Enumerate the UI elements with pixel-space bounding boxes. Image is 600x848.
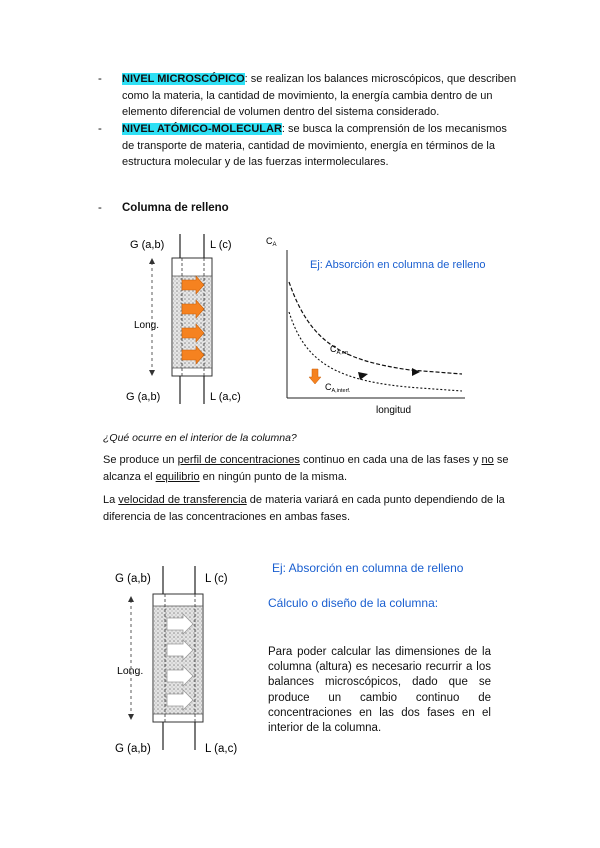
figure-2 — [105, 556, 265, 766]
ca-interf-label: $C_{A,interf.}$ — [325, 382, 351, 394]
section-dash: - — [98, 202, 102, 214]
highlight-label: NIVEL MICROSCÓPICO — [122, 73, 245, 85]
figure2-body: Para poder calcular las dimensiones de la columna (altura) es necesario recurrir a los balances microscópicos, dado que se produce un cambio continuo de concentraciones en las dos fases en el interior de la columna. — [268, 646, 491, 735]
figure2-title: Ej: Absorción en columna de relleno — [272, 561, 464, 575]
bullet-text: : se realizan los balances microscópicos, que describen como la materia, la cantidad de movimiento, la energía cambia dentro de un elemento diferencial de volumen dentro del sistema considerado. — [122, 73, 517, 118]
liquid-inlet-label: L (c) — [210, 239, 232, 251]
bullet-atomico — [122, 121, 522, 171]
paragraph-perfil: Se produce un perfil de concentraciones continuo en cada una de las fases y no se alcanza el equilibrio en ningún punto de la misma. — [103, 454, 509, 483]
figure-1 — [120, 222, 520, 422]
bullet-dash: - — [98, 123, 102, 135]
bullet-dash: - — [98, 73, 102, 85]
gas-inlet-label: G (a,b) — [126, 391, 161, 403]
bullet-text: : se busca la comprensión de los mecanismos de transporte de materia, cantidad de movimiento, energía en términos de la estructura molecular y de las fuerzas intermoleculares. — [122, 123, 507, 168]
paragraph-velocidad: La velocidad de transferencia de materia variará en cada punto dependiendo de la diferencia de las concentraciones en ambas fases. — [103, 494, 505, 523]
x-axis-label: longitud — [376, 405, 412, 416]
gas-outlet-label: G (a,b) — [115, 573, 151, 585]
liquid-inlet-label: L (c) — [205, 573, 228, 585]
down-arrow — [309, 369, 321, 384]
figure2-subtitle: Cálculo o diseño de la columna: — [268, 596, 439, 610]
gas-outlet-label: G (a,b) — [130, 239, 165, 251]
liquid-outlet-label: L (a,c) — [210, 391, 241, 403]
question: ¿Qué ocurre en el interior de la columna? — [103, 432, 297, 444]
highlight-label: NIVEL ATÓMICO-MOLECULAR — [122, 123, 282, 135]
length-label: Long. — [117, 665, 144, 677]
length-label: Long. — [134, 320, 160, 331]
ca-eq-label: $C_{A,eq}$ — [330, 344, 348, 356]
curve-bulk — [289, 282, 462, 374]
bullet-microscopico — [122, 71, 522, 121]
y-axis-label: $C_A$ — [266, 236, 277, 248]
liquid-outlet-label: L (a,c) — [205, 743, 238, 755]
gas-inlet-label: G (a,b) — [115, 743, 151, 755]
section-title: Columna de relleno — [122, 202, 229, 214]
graph-title: Ej: Absorción en columna de relleno — [310, 259, 486, 271]
